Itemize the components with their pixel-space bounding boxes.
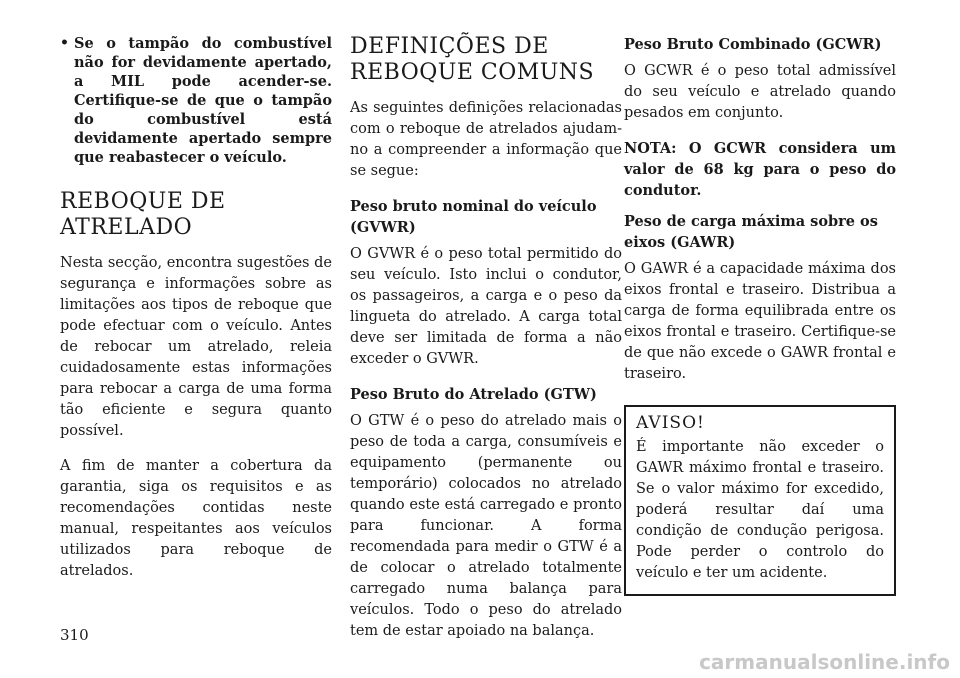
fuel-cap-bullet: • Se o tampão do combustível não for devidamente apertado, a MIL pode acender-se. Certifique-se de que o tampão do combustível está devidamente apertado sempre que reabastecer o veículo. — [60, 34, 332, 167]
gcwr-note: NOTA: O GCWR considera um valor de 68 kg para o peso do condutor. — [624, 140, 896, 199]
column-right — [624, 34, 896, 596]
gcwr-heading: Peso Bruto Combinado (GCWR) — [624, 36, 882, 53]
column-left — [60, 34, 332, 596]
gvwr-heading: Peso bruto nominal do veículo (GVWR) — [350, 198, 597, 236]
section-title-trailer-towing: REBOQUE DE ATRELADO — [60, 189, 226, 240]
gtw-text: O GTW é o peso do atrelado mais o peso de toda a carga, consumíveis e equipamento (permanente ou temporário) colocados no atrelado quando este está carregado e pronto para funcionar. A forma recomendada para medir o GTW é a de colocar o atrelado totalmente carregado numa balança para veículos. Todo o peso do atrelado tem de estar apoiado na balança. — [350, 413, 622, 639]
trailer-towing-paragraph-1: Nesta secção, encontra sugestões de segurança e informações sobre as limitações aos tipos de reboque que pode efectuar com o veículo. Antes de rebocar um atrelado, releia cuidadosamente estas informações para rebocar a carga de uma forma tão eficiente e segura quanto possível. — [60, 255, 332, 439]
warning-title: AVISO! — [636, 413, 705, 433]
gawr-heading: Peso de carga máxima sobre os eixos (GAWR) — [624, 213, 878, 251]
gtw-heading: Peso Bruto do Atrelado (GTW) — [350, 386, 597, 403]
trailer-towing-paragraph-2: A fim de manter a cobertura da garantia, siga os requisitos e as recomendações contidas neste manual, respeitantes aos veículos utilizados para reboque de atrelados. — [60, 458, 332, 579]
gvwr-text: O GVWR é o peso total permitido do seu veículo. Isto inclui o condutor, os passageiros, a carga e o peso da lingueta do atrelado. A carga total deve ser limitada de forma a não exceder o GVWR. — [350, 246, 622, 367]
watermark: carmanualsonline.info — [699, 650, 950, 674]
gawr-text: O GAWR é a capacidade máxima dos eixos frontal e traseiro. Distribua a carga de forma equilibrada entre os eixos frontal e traseiro. Certifique-se de que não excede o GAWR frontal e traseiro. — [624, 261, 896, 382]
page-number: 310 — [60, 626, 89, 644]
warning-text: É importante não exceder o GAWR máximo frontal e traseiro. Se o valor máximo for excedido, poderá resultar daí uma condição de condução perigosa. Pode perder o controlo do veículo e ter um acidente. — [636, 439, 884, 581]
column-middle — [350, 34, 622, 656]
section-title-towing-definitions: DEFINIÇÕES DE REBOQUE COMUNS — [350, 34, 595, 85]
gcwr-text: O GCWR é o peso total admissível do seu veículo e atrelado quando pesados em conjunto. — [624, 63, 896, 121]
warning-box — [624, 405, 896, 596]
definitions-intro: As seguintes definições relacionadas com o reboque de atrelados ajudam-no a compreender a informação que se segue: — [350, 100, 622, 179]
